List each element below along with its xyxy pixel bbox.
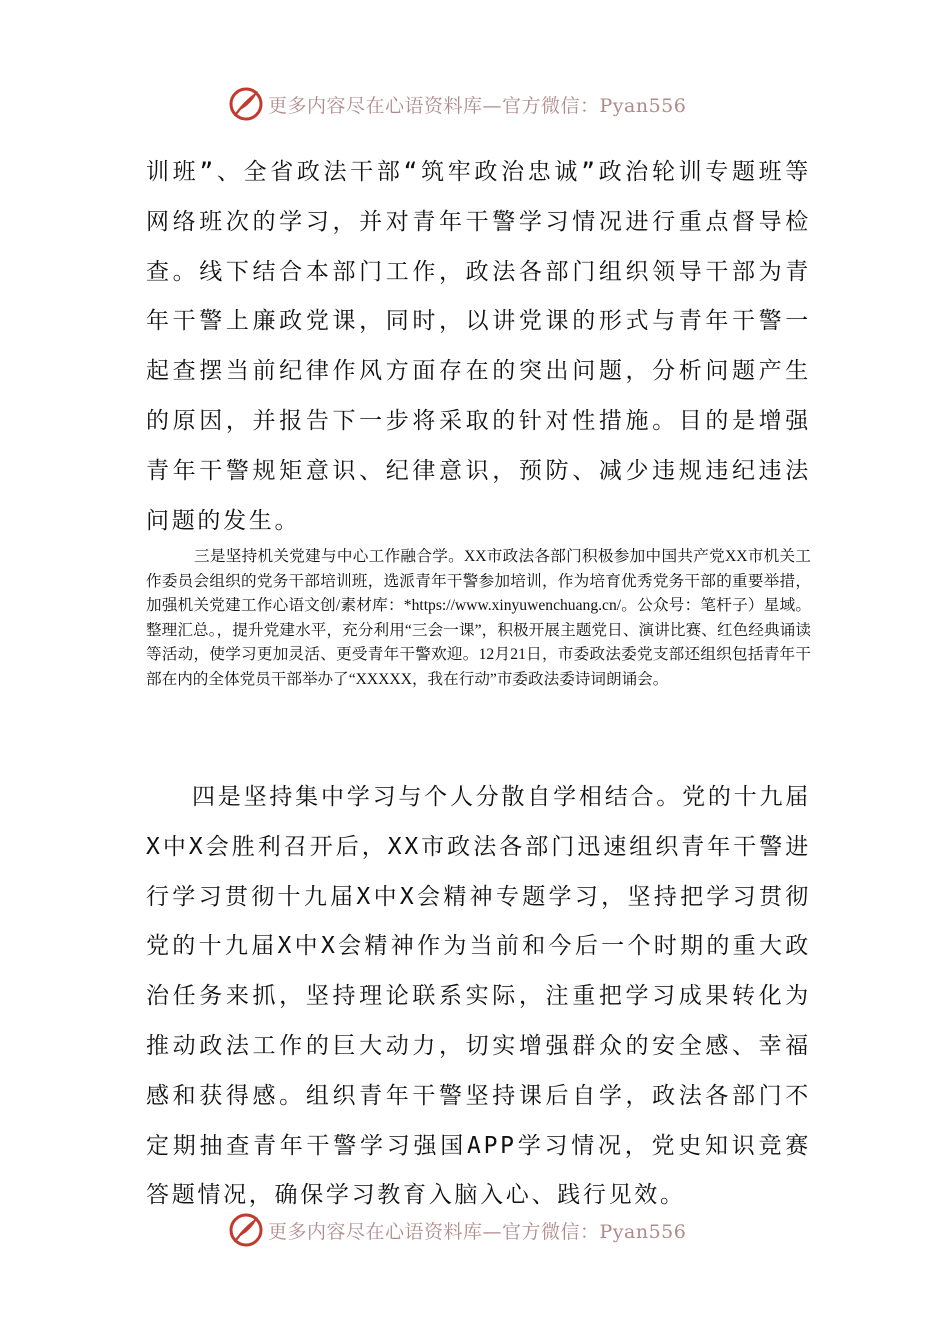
quill-circle-logo-icon: [228, 86, 264, 122]
body-paragraph-3: 四是坚持集中学习与个人分散自学相结合。党的十九届X中X会胜利召开后，XX市政法各部门迅速组织青年干警进行学习贯彻十九届X中X会精神专题学习，坚持把学习贯彻党的十九届X中X会精神作为当前和今后一个时期的重大政治任务来抓，坚持理论联系实际，注重把学习成果转化为推动政法工作的巨大动力，切实增强群众的安全感、幸福感和获得感。组织青年干警坚持课后自学，政法各部门不定期抽查青年干警学习强国APP学习情况，党史知识竞赛答题情况，确保学习教育入脑入心、践行见效。: [146, 784, 811, 1209]
footer-banner-text: 更多内容尽在心语资料库—官方微信：Pyan556: [268, 1220, 687, 1243]
footer-banner[interactable]: [228, 1210, 748, 1250]
header-banner[interactable]: [228, 84, 748, 124]
body-paragraph-2: 三是坚持机关党建与中心工作融合学。XX市政法各部门积极参加中国共产党XX市机关工作委员会组织的党务干部培训班，选派青年干警参加培训，作为培育优秀党务干部的重要举措，加强机关党建工作心语文创/素材库：*https://www.xinyuwenchuang.cn/。公众号：笔杆子）星域。整理汇总。，提升党建水平，充分利用“三会一课”，积极开展主题党日、演讲比赛、红色经典诵读等活动，使学习更加灵活、更受青年干警欢迎。12月21日，市委政法委党支部还组织包括青年干部在内的全体党员干部举办了“XXXXX，我在行动”市委政法委诗词朗诵会。: [146, 548, 811, 688]
quill-circle-logo-icon: [228, 1212, 264, 1248]
header-banner-text: 更多内容尽在心语资料库—官方微信：Pyan556: [268, 94, 687, 117]
body-paragraph-1: 训班”、全省政法干部“筑牢政治忠诚”政治轮训专题班等网络班次的学习，并对青年干警学习情况进行重点督导检查。线下结合本部门工作，政法各部门组织领导干部为青年干警上廉政党课，同时，以讲党课的形式与青年干警一起查摆当前纪律作风方面存在的突出问题，分析问题产生的原因，并报告下一步将采取的针对性措施。目的是增强青年干警规矩意识、纪律意识，预防、减少违规违纪违法问题的发生。: [146, 159, 811, 534]
